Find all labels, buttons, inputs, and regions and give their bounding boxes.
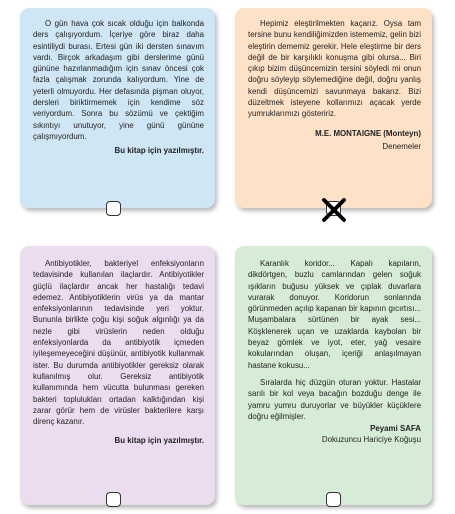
text-card-2 xyxy=(235,8,432,208)
card-4-paragraph-2: Sıralarda hiç düzgün oturan yoktur. Hastalar sarılı bir kol veya bacağın bozduğu denge ile yamru yumru duruyorlar ve büyükler küçüklere doğru eğilmişler. xyxy=(248,377,421,421)
card-1-paragraph: O gün hava çok sıcak olduğu için balkonda ders çalışıyordum. İçeriye göre biraz daha esintiliydi burası. Ertesi gün iki dersten sınavım vardı. Birçok arkadaşım gibi derslerime günü gününe hazırlanmadığım için sınav öncesi çok fazla çalışmak zorunda kalıyordum. Yine de yeterli olmuyordu. Her defasında pişman oluyor, dersleri biriktirmemek için kendime söz veriyordum. Sonra bu sözümü ve çektiğim sıkıntıyı unutuyor, yine günü gününe çalışmıyordum. xyxy=(33,19,204,141)
card-2-paragraph: Hepimiz eleştirilmekten kaçarız. Oysa tam tersine bunu kendiliğimizden istememiz, gelin bizi eleştirin dememiz gerekir. Hele eleştirme bir ders değil de bir karşılıklı konuşma gibi olursa... Biri çıkıp bizim düşüncemizin tersini söyledi mi onun doğru söyleyip söylemediğine değil, doğru yanlış kendi düşüncemizi savunmaya bakarız. Bizi düzeltmek isteyene kollarımızı açacak yerde yumruklarımızı gösteririz. xyxy=(248,19,421,119)
text-card-4 xyxy=(235,246,432,505)
card-4-author: Peyami SAFA xyxy=(370,424,421,434)
card-3-signature: Bu kitap için yazılmıştır. xyxy=(114,436,204,446)
card-2-author: M.E. MONTAIGNE (Monteyn) xyxy=(315,128,421,138)
card-4-checkbox[interactable] xyxy=(326,492,341,507)
card-3-paragraph: Antibiyotikler, bakteriyel enfeksiyonların tedavisinde kullanılan ilaçlardır. Antibiyotikler güçlü ilaçlardır ancak her hastalığı tedavi edemez. Antibiyotiklerin virüs ya da mantar enfeksiyonlarının tedavisinde yeri yoktur. Bununla birlikte çoğu kişi soğuk algınlığı ya da nezle gibi virüslerin neden olduğu enfeksiyonlarda da antibiyotik içmeden iyileşemeyeceğini düşünür, antibiyotik kullanmak ister. Bu durumda antibiyotikler gereksiz olarak kullanılmış olur. Gereksiz antibiyotik kullanımında hem vücutta bulunması gereken bakteri toplulukları ortadan kalktığından kişi zarar görür hem de virüsler bakterilere karşı direnç kazanır. xyxy=(33,259,204,427)
card-1-checkbox[interactable] xyxy=(106,201,121,216)
card-4-source: Dokuzuncu Hariciye Koğuşu xyxy=(321,435,421,445)
text-card-3 xyxy=(20,246,215,505)
cross-mark-icon xyxy=(320,196,348,224)
card-1-signature: Bu kitap için yazılmıştır. xyxy=(114,146,204,156)
card-2-source: Denemeler xyxy=(382,141,421,151)
text-card-1 xyxy=(20,8,215,208)
card-3-checkbox[interactable] xyxy=(106,492,121,507)
card-4-paragraph-1: Karanlık koridor... Kapalı kapıların, dikdörtgen, buzlu camlarından gelen soğuk ışıkların buğusu yüksek ve çıplak duvarlara vurarak donuyor. Koridorun sonlarında görünmeden açılıp kapanan bir kapının gıcırtısı... Muşambalara sürtünen bir ayak sesi... Köşklenerek uçan ve uzaklarda kaybolan bir beyaz gömlek ve iyot, eter, yağ vesaire kokularından oluşan, içeriği anlaşılmayan hastane kokusu... xyxy=(248,259,421,370)
